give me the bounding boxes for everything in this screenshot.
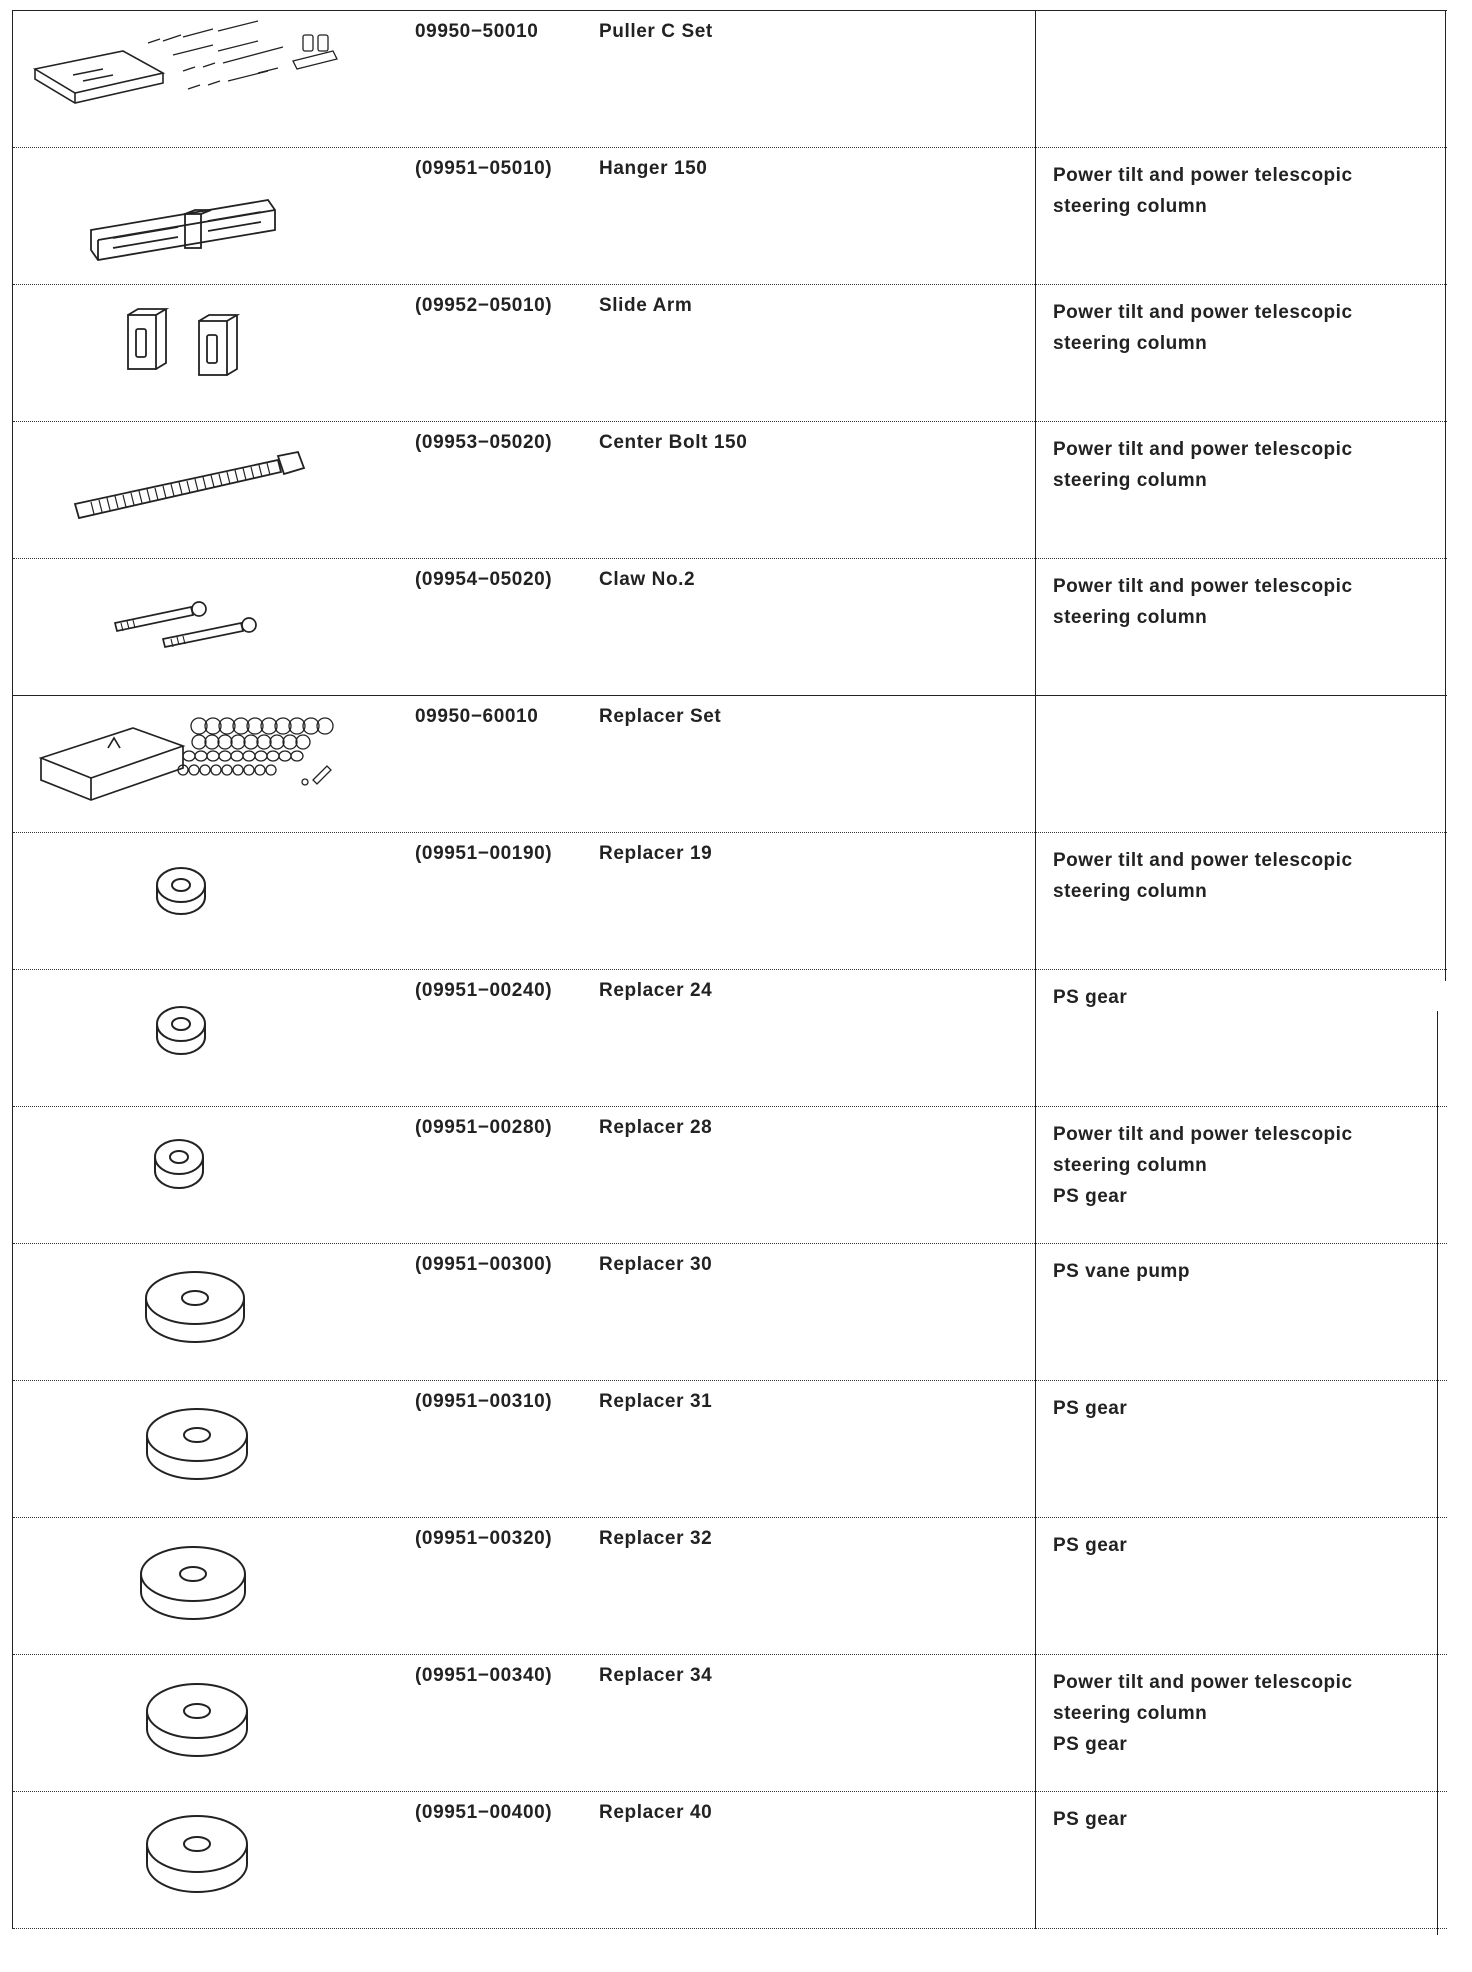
part-number: 09950−60010 [415, 706, 539, 727]
table-right-border-lower [1437, 1011, 1438, 1935]
table-row [13, 559, 1447, 696]
table-row [13, 422, 1447, 559]
part-name: Replacer 24 [599, 980, 713, 1001]
usage-line: Power tilt and power telescopic [1053, 1672, 1353, 1693]
usage-line: PS vane pump [1053, 1261, 1190, 1282]
usage-cell [1053, 1119, 1353, 1212]
part-name: Replacer Set [599, 706, 722, 727]
part-name: Slide Arm [599, 295, 693, 316]
table-row [13, 833, 1447, 970]
part-number: (09951−00310) [415, 1391, 553, 1412]
usage-line: steering column [1053, 881, 1208, 902]
part-number: (09951−00320) [415, 1528, 553, 1549]
column-divider [1035, 11, 1036, 1929]
table-row [13, 1792, 1447, 1929]
part-name: Puller C Set [599, 21, 713, 42]
usage-line: PS gear [1053, 1809, 1128, 1830]
usage-line: Power tilt and power telescopic [1053, 850, 1353, 871]
replacer-icon [13, 1655, 421, 1791]
part-number: 09950−50010 [415, 21, 539, 42]
replacer-set-icon [13, 696, 421, 832]
table-right-border [1445, 11, 1446, 981]
usage-line: PS gear [1053, 1186, 1128, 1207]
usage-cell [1053, 297, 1353, 359]
usage-line: PS gear [1053, 987, 1128, 1008]
usage-cell [1053, 1393, 1127, 1424]
replacer-icon [13, 970, 421, 1106]
slide-arm-icon [13, 285, 421, 421]
part-name: Replacer 31 [599, 1391, 713, 1412]
usage-line: Power tilt and power telescopic [1053, 1124, 1353, 1145]
part-number: (09951−00190) [415, 843, 553, 864]
part-number: (09951−00400) [415, 1802, 553, 1823]
replacer-icon [13, 1518, 421, 1654]
part-name: Replacer 19 [599, 843, 713, 864]
usage-line: Power tilt and power telescopic [1053, 439, 1353, 460]
puller-c-set-icon [13, 11, 421, 147]
usage-line: Power tilt and power telescopic [1053, 165, 1353, 186]
usage-cell [1053, 160, 1353, 222]
replacer-icon [13, 1107, 421, 1243]
usage-line: steering column [1053, 333, 1208, 354]
usage-cell [1053, 1667, 1353, 1760]
usage-line: PS gear [1053, 1398, 1128, 1419]
table-row [13, 285, 1447, 422]
usage-cell [1053, 1804, 1127, 1835]
table-row [13, 970, 1447, 1107]
part-number: (09951−00340) [415, 1665, 553, 1686]
part-number: (09951−00300) [415, 1254, 553, 1275]
part-number: (09951−05010) [415, 158, 553, 179]
usage-line: PS gear [1053, 1734, 1128, 1755]
table-row [13, 11, 1447, 148]
part-number: (09952−05010) [415, 295, 553, 316]
usage-cell [1053, 1256, 1190, 1287]
usage-line: Power tilt and power telescopic [1053, 576, 1353, 597]
part-name: Replacer 30 [599, 1254, 713, 1275]
replacer-icon [13, 1792, 421, 1928]
table-row [13, 148, 1447, 285]
part-name: Hanger 150 [599, 158, 708, 179]
replacer-icon [13, 1381, 421, 1517]
part-number: (09954−05020) [415, 569, 553, 590]
part-name: Replacer 40 [599, 1802, 713, 1823]
replacer-icon [13, 833, 421, 969]
usage-line: steering column [1053, 196, 1208, 217]
usage-line: steering column [1053, 1703, 1208, 1724]
sst-table [12, 10, 1447, 1929]
usage-line: steering column [1053, 470, 1208, 491]
usage-cell [1053, 982, 1127, 1013]
table-row [13, 1107, 1447, 1244]
sst-table-page [12, 10, 1446, 1934]
table-row [13, 696, 1447, 833]
part-name: Claw No.2 [599, 569, 696, 590]
part-number: (09951−00280) [415, 1117, 553, 1138]
usage-cell [1053, 845, 1353, 907]
usage-cell [1053, 434, 1353, 496]
usage-cell [1053, 571, 1353, 633]
usage-line: steering column [1053, 607, 1208, 628]
table-row [13, 1381, 1447, 1518]
claw-icon [13, 559, 421, 695]
table-row [13, 1518, 1447, 1655]
part-name: Replacer 28 [599, 1117, 713, 1138]
usage-line: Power tilt and power telescopic [1053, 302, 1353, 323]
usage-line: steering column [1053, 1155, 1208, 1176]
part-name: Replacer 34 [599, 1665, 713, 1686]
part-name: Replacer 32 [599, 1528, 713, 1549]
usage-cell [1053, 1530, 1127, 1561]
usage-line: PS gear [1053, 1535, 1128, 1556]
part-name: Center Bolt 150 [599, 432, 748, 453]
part-number: (09951−00240) [415, 980, 553, 1001]
replacer-icon [13, 1244, 421, 1380]
hanger-icon [13, 148, 421, 284]
table-row [13, 1655, 1447, 1792]
center-bolt-icon [13, 422, 421, 558]
part-number: (09953−05020) [415, 432, 553, 453]
table-row [13, 1244, 1447, 1381]
